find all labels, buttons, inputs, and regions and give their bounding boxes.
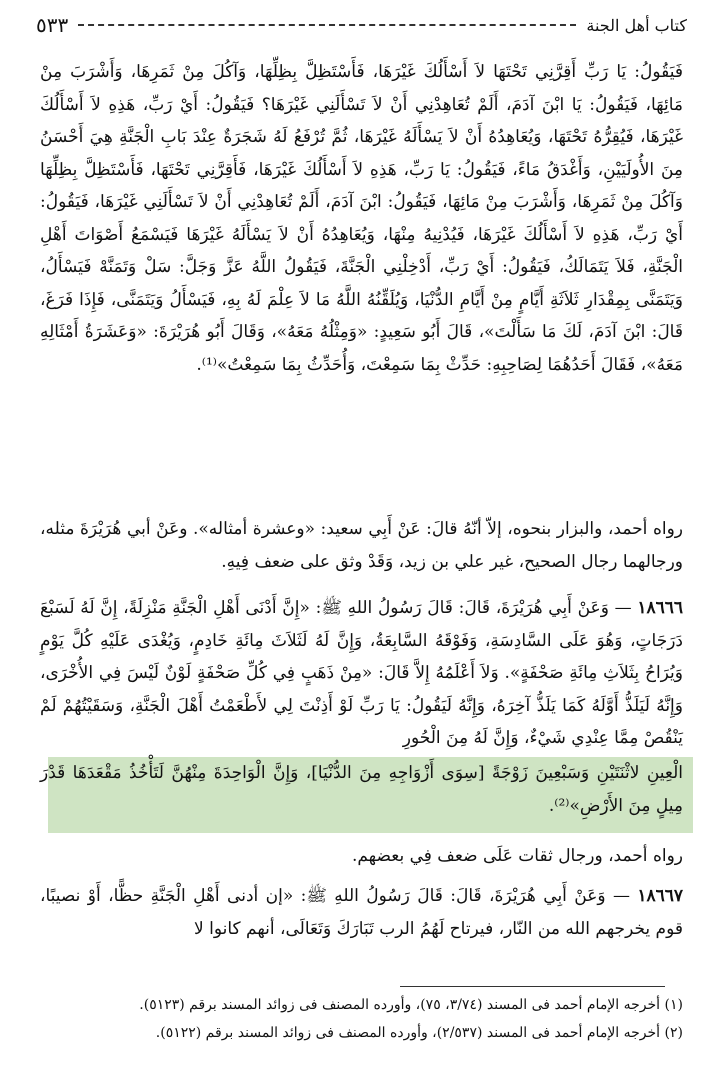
- hadith-18666: [40, 592, 683, 757]
- page-number: ٥٣٣: [36, 13, 69, 37]
- running-header: [36, 10, 687, 40]
- takhrij-note-2: رواه أحمد، ورجال ثقات عَلَى ضعف فِي بعضهم.: [351, 846, 683, 866]
- hadith-text-continued: فَيَقُولُ: يَا رَبِّ أَقِرَّنِي تَحْتَهَا لاَ أَسْأَلُكَ غَيْرَهَا، فَأَسْتَظِلَّ بِظِلِّهَا، وَآكُلَ مِنْ ثَمَرِهَا، وَأَشْرَبَ مِنْ مَائِهَا، فَيَقُولُ: يَا ابْنَ آدَمَ، أَلَمْ تُعَاهِدْنِي أَنْ لاَ تَسْأَلَنِي غَيْرَهَا؟ فَيَقُولُ: أَيْ رَبِّ، هَذِهِ لاَ أَسْأَلُكَ غَيْرَهَا، فَيُقِرُّهُ تَحْتَهَا، وَيُعَاهِدُهُ أَنْ لاَ يَسْأَلَهُ غَيْرَهَا، ثُمَّ تُرْفَعُ لَهُ شَجَرَةٌ عِنْدَ بَابِ الْجَنَّةِ هِيَ أَحْسَنُ مِنَ الأُولَيَيْنِ، وَأَغْدَقُ مَاءً، فَيَقُولُ: يَا رَبِّ، هَذِهِ لاَ أَسْأَلُكَ غَيْرَهَا، فَأَقِرَّنِي تَحْتَهَا، فَأَسْتَظِلَّ بِظِلِّهَا وَآكُلَ مِنْ ثَمَرِهَا، وَأَشْرَبَ مِنْ مَائِهَا، فَيَقُولُ: ابْنَ آدَمَ، أَلَمْ تُعَاهِدْنِي أَنْ لاَ تَسْأَلَنِي غَيْرَهَا، فَيَقُولُ: أَيْ رَبِّ، هَذِهِ لاَ أَسْأَلُكَ غَيْرَهَا، فَيُدْنِيهُ مِنْهَا، وَيُعَاهِدُهُ أَنْ لاَ يَسْأَلَهُ غَيْرَهَا فَيَسْمَعُ أَصْوَاتَ أَهْلِ الْجَنَّةِ، فَلاَ يَتَمَالَكُ، فَيَقُولُ: أَيْ رَبِّ، أَدْخِلْنِي الْجَنَّةَ، فَيَقُولُ اللَّهُ عَزَّ وَجَلَّ: سَلْ وَتَمَنَّهْ فَيَسْأَلُ، وَيَتَمَنَّى بِمِقْدَارِ ثَلاَثَةِ أَيَّامٍ مِنْ أَيَّامِ الدُّنْيَا، وَيُلَقِّنُهُ اللَّهُ مَا لاَ عِلْمَ لَهُ بِهِ، فَيَسْأَلُ وَيَتَمَنَّى، فَإِذَا فَرَغَ، قَالَ: ابْنَ آدَمَ، لَكَ مَا سَأَلْتَ»، قَالَ أَبُو سَعِيدٍ: «وَمِثْلُهُ مَعَهُ»، وَقَالَ أَبُو هُرَيْرَةَ: «وَعَشَرَةُ أَمْثَالِهِ مَعَهُ»، فَقَالَ أَحَدُهُمَا لِصَاحِبِهِ: حَدِّثْ بِمَا سَمِعْتَ، وَأُحَدِّثُ بِمَا سَمِعْتُ»⁽¹⁾.: [40, 62, 683, 375]
- footnote-2: (٢) أخرجه الإمام أحمد فى المسند (٢/٥٣٧)، وأورده المصنف فى زوائد المسند برقم (٥١٢٢).: [155, 1025, 683, 1041]
- highlighted-passage: الْعِينِ لاثْنَتَيْنِ وَسَبْعِينَ زَوْجَةً [سِوَى أَزْوَاجِهِ مِنَ الدُّنْيَا]، وَإِنَّ الْوَاحِدَةَ مِنْهُنَّ لَتَأْخُذُ مَقْعَدَهَا قَدْرَ مِيلٍ مِنَ الأَرْضِ»⁽²⁾.: [40, 763, 683, 816]
- hadith-18667-text: — وَعَنْ أَبِي هُرَيْرَةَ، قَالَ: قَالَ رَسُولُ اللهِ ﷺ: «إن أدنى أَهْلِ الْجَنَّةِ حظًّا، أَوْ نصيبًا، قوم يخرجهم الله من النّار، فيرتاح لَهُمُ الرب تَبَارَكَ وَتَعَالَى، أنهم كانوا لا: [40, 886, 683, 939]
- footnote-1: (١) أخرجه الإمام أحمد فى المسند (٣/٧٤، ٧٥)، وأورده المصنف فى زوائد المسند برقم (٥١٢٣).: [139, 997, 683, 1013]
- footnote-separator: [400, 986, 665, 987]
- hadith-18667: [40, 880, 683, 955]
- hadith-number: ١٨٦٦٧: [637, 886, 683, 906]
- hadith-number: ١٨٦٦٦: [637, 598, 683, 618]
- header-dashed-rule: [78, 24, 576, 26]
- hadith-18666-text: — وَعَنْ أَبِي هُرَيْرَةَ، قَالَ: قَالَ رَسُولُ اللهِ ﷺ: «إِنَّ أَدْنَى أَهْلِ الْجَنَّةِ مَنْزِلَةً، إِنَّ لَهُ لَسَبْعَ دَرَجَاتٍ، وَهُوَ عَلَى السَّادِسَةِ، وَفَوْقَهُ السَّابِعَةُ، وَإِنَّ لَهُ لَثَلاَثَ مِائَةِ خَادِمٍ، وَيُغْدَى عَلَيْهِ كُلَّ يَوْمٍ وَيُرَاحُ بِثَلاَثِ مِائَةِ صَحْفَةٍ». وَلاَ أَعْلَمُهُ إِلاَّ قَالَ: «مِنْ ذَهَبٍ فِي كُلِّ صَحْفَةٍ لَوْنٌ لَيْسَ فِي الأُخْرَى، وَإِنَّهُ لَيَلَذُّ أَوَّلَهُ كَمَا يَلَذُّ آخِرَهُ، وَإِنَّهُ لَيَقُولُ: يَا رَبِّ لَوْ أَذِنْتَ لِي لأَطْعَمْتُ أَهْلَ الْجَنَّةِ، وَسَقَيْتُهُمْ لَمْ يَنْقُصْ مِمَّا عِنْدِي شَيْءٌ، وَإِنَّ لَهُ مِنَ الْحُورِ: [40, 598, 683, 748]
- takhrij-note-1: رواه أحمد، والبزار بنحوه، إلاّ أنّهُ قالَ: عَنْ أَبِي سعيد: «وعشرة أمثاله». وعَنْ أبي هُرَيْرَةَ مثله، ورجالهما رجال الصحيح، غير علي بن زيد، وَقَدْ وثق على ضعف فِيهِ.: [40, 519, 683, 572]
- chapter-title: كتاب أهل الجنة: [586, 15, 687, 35]
